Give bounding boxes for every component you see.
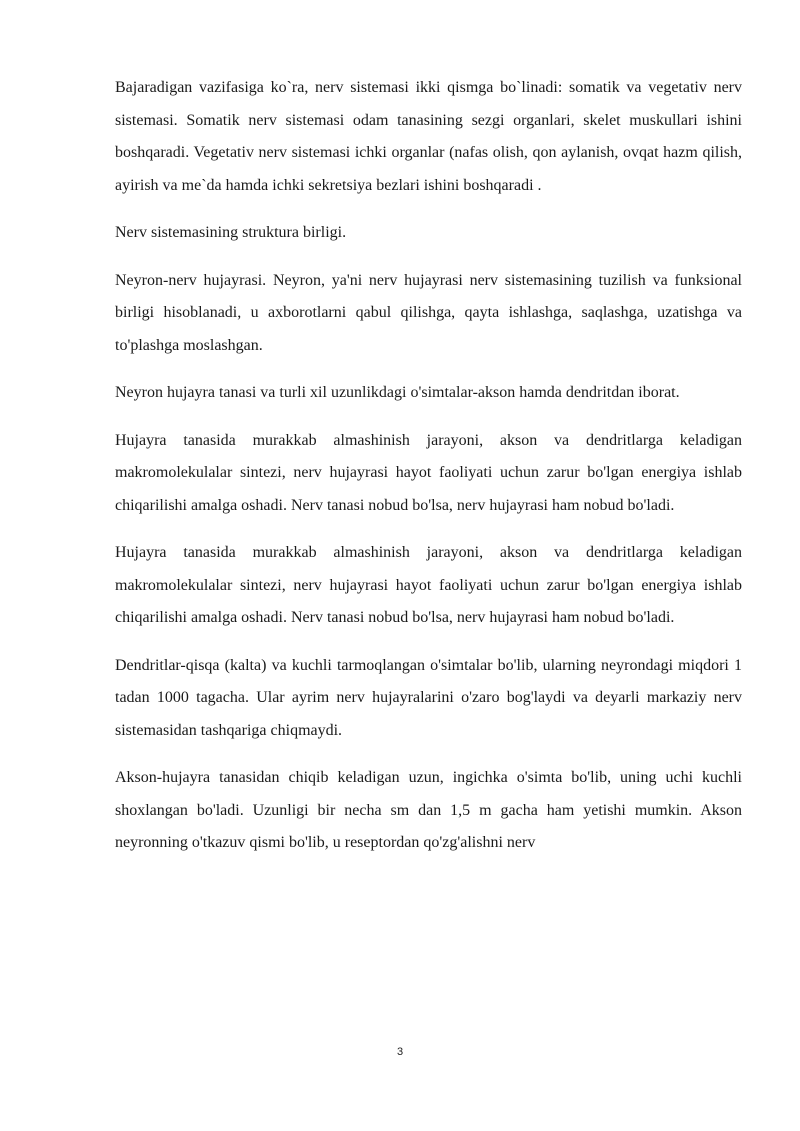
page-number: 3	[396, 1046, 404, 1058]
document-body	[115, 72, 742, 875]
paragraph-neuron-definition: Neyron-nerv hujayrasi. Neyron, ya'ni nerv hujayrasi nerv sistemasining tuzilish va funksional birligi hisoblanadi, u axborotlarni qabul qilishga, qayta ishlashga, saqlashga, uzatishga va to'plashga moslashgan.	[115, 271, 742, 354]
paragraph-neuron-composition: Neyron hujayra tanasi va turli xil uzunlikdagi o'simtalar-akson hamda dendritdan iborat.	[115, 384, 680, 401]
paragraph-cell-body-1: Hujayra tanasida murakkab almashinish jarayoni, akson va dendritlarga keladigan makromolekulalar sintezi, nerv hujayrasi hayot faoliyati uchun zarur bo'lgan energiya ishlab chiqarilishi amalga oshadi. Nerv tanasi nobud bo'lsa, nerv hujayrasi ham nobud bo'ladi.	[115, 431, 742, 514]
paragraph-dendrites: Dendritlar-qisqa (kalta) va kuchli tarmoqlangan o'simtalar bo'lib, ularning neyrondagi miqdori 1 tadan 1000 tagacha. Ular ayrim nerv hujayralarini o'zaro bog'laydi va deyarli markaziy nerv sistemasidan tashqariga chiqmaydi.	[115, 656, 742, 739]
paragraph-nervous-system-division: Bajaradigan vazifasiga ko`ra, nerv sistemasi ikki qismga bo`linadi: somatik va vegetativ nerv sistemasi. Somatik nerv sistemasi odam tanasining sezgi organlari, skelet muskullari ishini boshqaradi. Vegetativ nerv sistemasi ichki organlar (nafas olish, qon aylanish, ovqat hazm qilish, ayirish va me`da hamda ichki sekretsiya bezlari ishini boshqaradi .	[115, 79, 742, 194]
paragraph-cell-body-2: Hujayra tanasida murakkab almashinish jarayoni, akson va dendritlarga keladigan makromolekulalar sintezi, nerv hujayrasi hayot faoliyati uchun zarur bo'lgan energiya ishlab chiqarilishi amalga oshadi. Nerv tanasi nobud bo'lsa, nerv hujayrasi ham nobud bo'ladi.	[115, 544, 742, 626]
section-heading-structural-unit: Nerv sistemasining struktura birligi.	[115, 224, 347, 241]
paragraph-axon: Akson-hujayra tanasidan chiqib keladigan uzun, ingichka o'simta bo'lib, uning uchi kuchli shoxlangan bo'ladi. Uzunligi bir necha sm dan 1,5 m gacha ham yetishi mumkin. Akson neyronning o'tkazuv qismi bo'lib, u reseptordan qo'zg'alishni nerv	[115, 769, 742, 851]
